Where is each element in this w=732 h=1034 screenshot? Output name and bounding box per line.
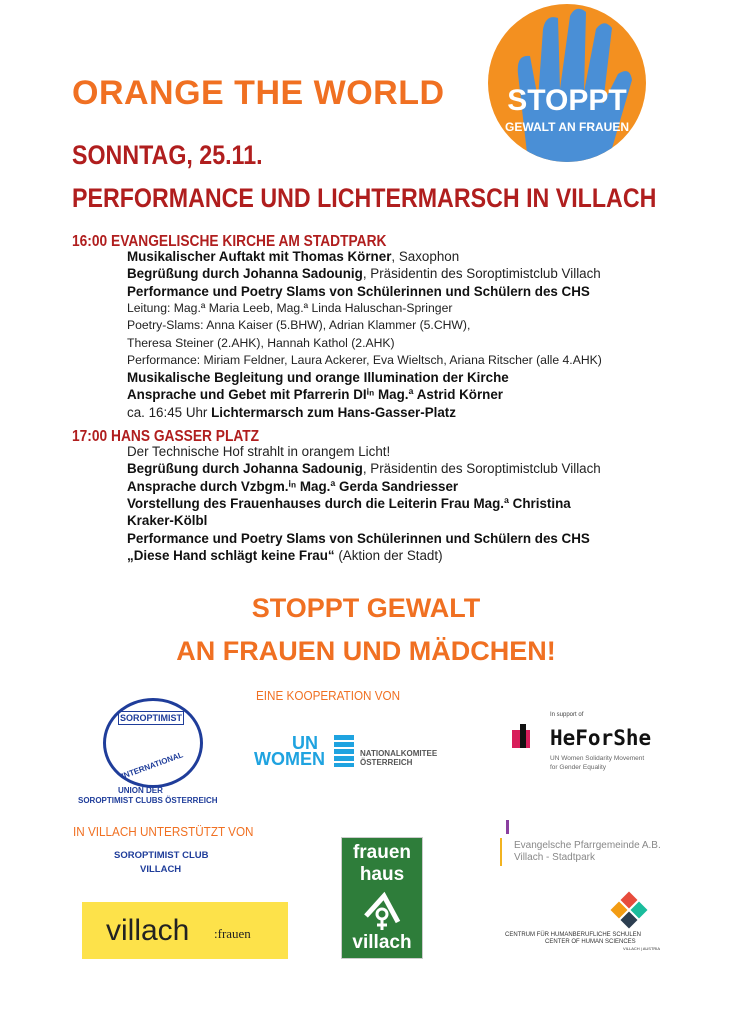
union-text: UNION DER [118, 786, 163, 795]
logo-text: for Gender Equality [550, 764, 607, 771]
logo-text: SOROPTIMIST [120, 713, 183, 723]
villach-frauen-logo [82, 902, 288, 959]
program-line [127, 266, 601, 281]
logo-text: haus [359, 864, 405, 885]
line-text: , Saxophon [391, 249, 460, 264]
house-woman-icon [362, 890, 402, 930]
soroptimist-club-villach: VILLACH [140, 864, 182, 875]
line-text: Performance und Poetry Slams von Schülerinnen und Schülern des CHS [127, 530, 590, 546]
frauenhaus-villach-logo [341, 837, 423, 959]
logo-text: VILLACH | AUSTRIA [623, 946, 661, 951]
program-line [127, 496, 571, 511]
badge-line1: STOPPT [507, 84, 627, 117]
line-text: Kraker-Kölbl [127, 513, 208, 529]
program-line [127, 444, 390, 459]
logo-text: HeForShe [550, 726, 652, 750]
line-text: „Diese Hand schlägt keine Frau“ [127, 547, 335, 563]
soroptimist-international-logo [103, 698, 203, 788]
line-text: Poetry-Slams: Anna Kaiser (5.BHW), Adrian Klammer (5.CHW), [127, 318, 471, 333]
program-line [127, 336, 395, 350]
logo-text: frauen [352, 842, 412, 863]
union-text: SOROPTIMIST CLUBS ÖSTERREICH [78, 796, 218, 805]
un-women-emblem-icon [334, 735, 354, 767]
event-date: SONNTAG, 25.11. [72, 140, 263, 170]
line-text: , Präsidentin des Soroptimistclub Villach [362, 266, 601, 282]
line-text: Begrüßung durch Johanna Sadounig [127, 461, 363, 477]
program-line [127, 353, 602, 367]
slogan-line2: AN FRAUEN UND MÄDCHEN! [176, 636, 556, 666]
line-text: ca. 16:45 Uhr [127, 404, 212, 420]
section1-heading: 16:00 EVANGELISCHE KIRCHE AM STADTPARK [72, 233, 387, 250]
program-line [127, 548, 443, 563]
program-line [127, 387, 503, 403]
program-line [127, 479, 458, 495]
program-line [127, 370, 509, 385]
line-text: Vorstellung des Frauenhauses durch die Leiterin Frau Mag.ª Christina [127, 495, 571, 511]
line-text: Ansprache und Gebet mit Pfarrerin DIⁱⁿ Mag.ª Astrid Körner [127, 387, 503, 403]
cross-icon [500, 838, 502, 866]
logo-text: :frauen [214, 926, 251, 941]
line-text: Lichtermarsch zum Hans-Gasser-Platz [211, 404, 456, 420]
program-line [127, 461, 601, 476]
program-line [127, 531, 590, 546]
line-text: Begrüßung durch Johanna Sadounig [127, 266, 363, 282]
program-line [127, 318, 470, 332]
logo-text: NATIONALKOMITEE [360, 749, 438, 758]
cross-icon [506, 820, 509, 834]
stop-violence-badge [488, 4, 646, 162]
logo-text: Villach - Stadtpark [514, 852, 595, 863]
logo-text: UN [292, 733, 318, 753]
slogan-line1: STOPPT GEWALT [251, 593, 481, 623]
section2-heading: 17:00 HANS GASSER PLATZ [72, 428, 260, 445]
logo-text: CENTER OF HUMAN SCIENCES [545, 939, 636, 945]
program-line [127, 301, 452, 315]
line-text: Musikalischer Auftakt mit Thomas Körner [127, 249, 392, 264]
line-text: Ansprache durch Vzbgm.ⁱⁿ Mag.ª Gerda Sandriesser [127, 478, 459, 494]
program-line [127, 249, 459, 264]
logo-text: INTERNATIONAL [120, 750, 185, 781]
program-line [127, 284, 590, 299]
poster-title: ORANGE THE WORLD [72, 74, 445, 112]
heforshe-cross-icon [520, 724, 526, 748]
soroptimist-club-villach: SOROPTIMIST CLUB [114, 850, 209, 861]
logo-text: WOMEN [254, 749, 325, 769]
hand-icon [488, 4, 646, 162]
line-text: Der Technische Hof strahlt in orangem Licht! [127, 444, 391, 459]
cooperation-label: EINE KOOPERATION VON [256, 688, 401, 703]
line-text: Musikalische Begleitung und orange Illumination der Kirche [127, 370, 509, 386]
logo-text: UN Women Solidarity Movement [550, 755, 645, 762]
program-line [127, 513, 207, 528]
event-subtitle: PERFORMANCE UND LICHTERMARSCH IN VILLACH [72, 183, 657, 213]
logo-text: villach [106, 914, 190, 947]
logo-text: In support of [550, 712, 584, 718]
line-text: , Präsidentin des Soroptimistclub Villach [362, 461, 601, 477]
line-text: (Aktion der Stadt) [334, 547, 443, 563]
line-text: Theresa Steiner (2.AHK), Hannah Kathol (2.AHK) [127, 335, 395, 350]
badge-line2: GEWALT AN FRAUEN [505, 120, 629, 134]
logo-text: ÖSTERREICH [360, 758, 413, 767]
logo-text: CENTRUM FÜR HUMANBERUFLICHE SCHULEN [505, 932, 642, 938]
program-line [127, 405, 456, 420]
line-text: Leitung: Mag.ª Maria Leeb, Mag.ª Linda Haluschan-Springer [127, 300, 453, 315]
logo-text: villach [352, 932, 412, 953]
logo-text: Evangelsche Pfarrgemeinde A.B. [514, 840, 661, 851]
line-text: Performance: Miriam Feldner, Laura Ackerer, Eva Wieltsch, Ariana Ritscher (alle 4.AHK) [127, 352, 602, 367]
supported-label: IN VILLACH UNTERSTÜTZT VON [73, 824, 254, 839]
line-text: Performance und Poetry Slams von Schülerinnen und Schülern des CHS [127, 283, 590, 299]
